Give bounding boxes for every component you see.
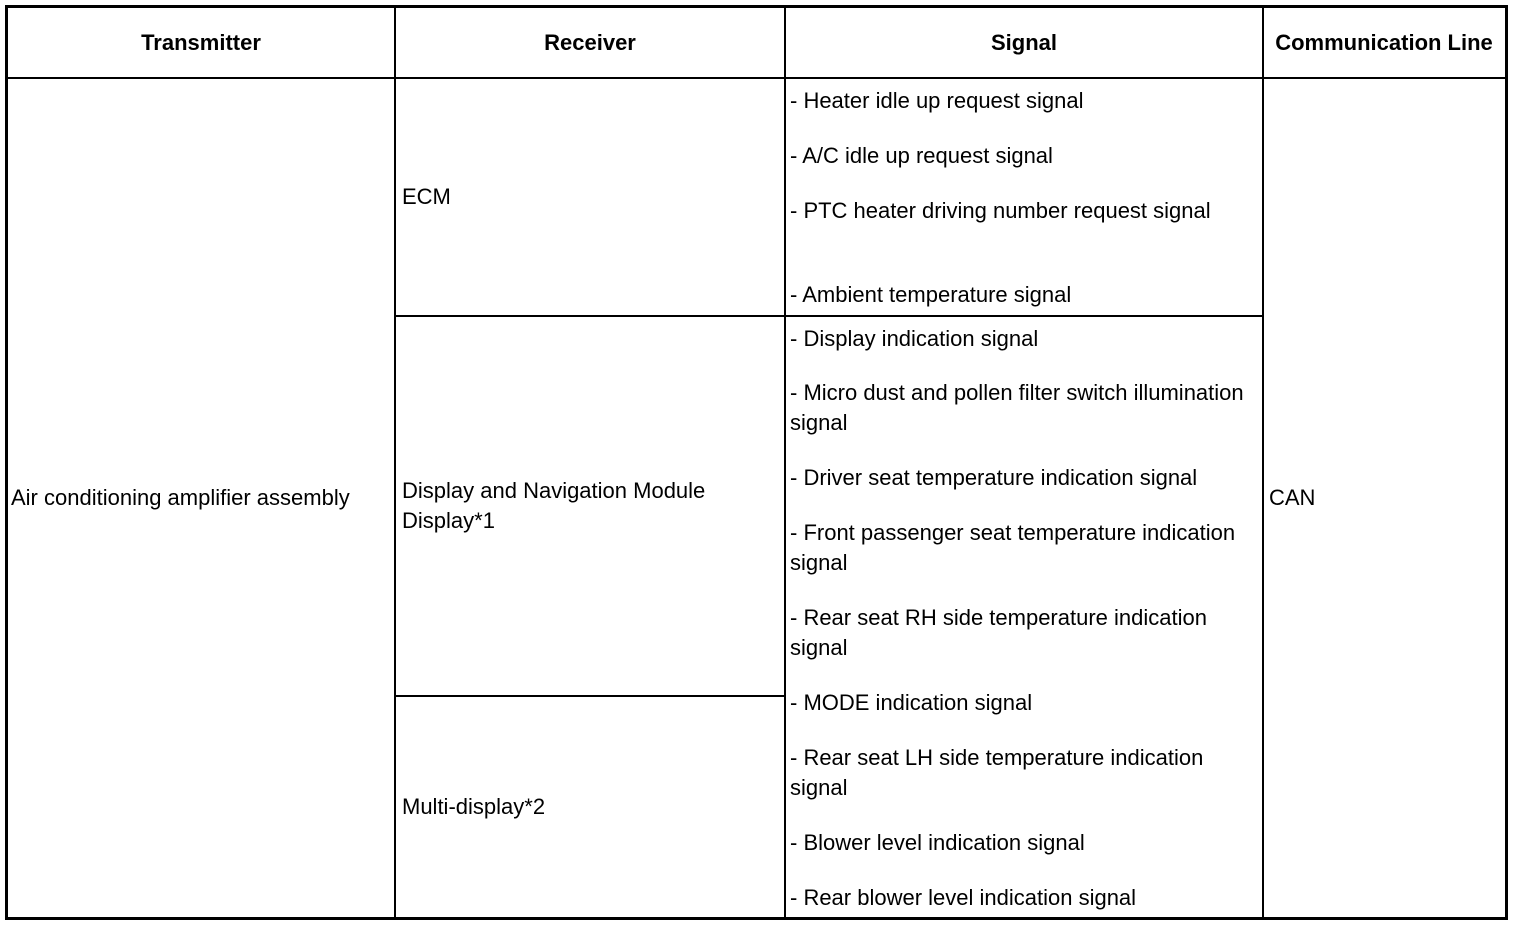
header-receiver: Receiver xyxy=(544,29,636,55)
receiver-display-navigation xyxy=(402,317,780,695)
signal-item: - Rear blower level indication signal xyxy=(790,885,1137,910)
transmitter-cell xyxy=(11,79,391,917)
header-communication-line: Communication Line xyxy=(1275,29,1493,55)
communication-line-cell xyxy=(1269,79,1501,917)
signal-item: - Micro dust and pollen filter switch illumination signal xyxy=(790,380,1244,435)
signal-item: - Rear seat RH side temperature indication signal xyxy=(790,605,1207,660)
transmitter-name: Air conditioning amplifier assembly xyxy=(11,485,350,510)
signal-item: - Front passenger seat temperature indication signal xyxy=(790,520,1236,575)
column-divider xyxy=(784,7,786,918)
signal-item: - Blower level indication signal xyxy=(790,830,1085,855)
header-transmitter: Transmitter xyxy=(141,29,261,55)
signal-item: - Heater idle up request signal xyxy=(790,88,1084,113)
column-divider xyxy=(394,7,396,918)
receiver-multi-display xyxy=(402,697,780,917)
signal-item: - A/C idle up request signal xyxy=(790,143,1053,168)
receiver-name: ECM xyxy=(402,184,451,209)
signal-item: - Rear seat LH side temperature indication signal xyxy=(790,745,1204,800)
receiver-name: Display and Navigation Module Display*1 xyxy=(402,478,706,533)
signal-item: - Driver seat temperature indication signal xyxy=(790,465,1198,490)
header-signal: Signal xyxy=(990,29,1057,55)
receiver-name: Multi-display*2 xyxy=(402,794,546,819)
signal-item: - MODE indication signal xyxy=(790,690,1033,715)
receiver-ecm xyxy=(402,79,780,315)
signal-item: - Display indication signal xyxy=(790,326,1039,351)
communication-line-value: CAN xyxy=(1269,485,1316,510)
signal-item: - PTC heater driving number request signal xyxy=(790,198,1211,223)
signal-item: - Ambient temperature signal xyxy=(790,282,1072,307)
